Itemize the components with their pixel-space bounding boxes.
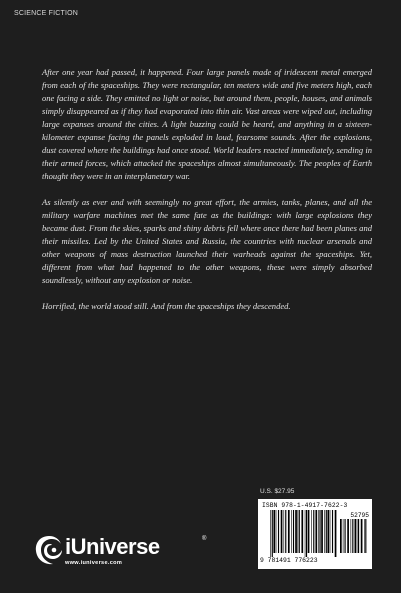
barcode-bar: [340, 519, 342, 553]
barcode-bar: [326, 510, 327, 553]
publisher-url: www.iuniverse.com: [65, 560, 123, 566]
barcode-bar: [276, 510, 277, 553]
publisher-logo: [34, 533, 224, 573]
barcode-bar: [345, 519, 346, 553]
price-code: 52795: [350, 512, 369, 519]
barcode-bar: [364, 519, 365, 553]
barcode-bar: [291, 510, 292, 553]
back-cover-blurb: [42, 66, 372, 313]
barcode-bar: [347, 519, 349, 553]
barcode-bar: [357, 519, 358, 553]
barcode-bar: [301, 510, 303, 553]
barcode-bar: [284, 510, 285, 553]
barcode-bar: [285, 510, 286, 553]
barcode-bar: [324, 510, 325, 553]
barcode-bar: [298, 510, 299, 553]
barcode-bar: [299, 510, 300, 553]
ean-digits: 9 781491 776223: [260, 557, 318, 564]
publisher-name: iUniverse: [65, 534, 160, 559]
barcode-bar: [313, 510, 314, 553]
barcode-bar: [308, 510, 310, 553]
barcode-bar: [315, 510, 317, 553]
barcode-bar: [272, 510, 273, 557]
barcode-bar: [278, 510, 279, 553]
barcode-bar: [358, 519, 359, 553]
barcode-bar: [311, 510, 312, 553]
blurb-paragraph: After one year had passed, it happened. Four large panels made of iridescent metal emerged from each of the spaceships. They were rectangular, ten meters wide and five meters high, each one facing a side. They emitted no light or noise, but around them, people, houses, and animals simply disappeared as if they had evaporated into thin air. Vast areas were wiped out, including large expanses around the cities. A light buzzing could be heard, and anything in a sixteen-kilometer expanse facing the panels exploded in loud, fearsome sounds. After the explosions, dust covered where the buildings had once stood. World leaders reacted immediately, sending in their armed forces, which attacked the spaceships almost simultaneously. The peoples of Earth thought they were in an interplanetary war.: [42, 67, 372, 181]
barcode-bar: [365, 519, 366, 553]
barcode-bar: [293, 510, 294, 553]
barcode-bar: [295, 510, 297, 553]
blurb-paragraph: Horrified, the world stood still. And from the spaceships they descended.: [42, 301, 291, 311]
trademark-symbol: ®: [202, 536, 207, 542]
barcode-bar: [352, 519, 353, 553]
barcode-bar: [319, 510, 320, 553]
addon-barcode-bars: [340, 519, 368, 557]
barcode-bar: [335, 510, 337, 557]
retail-price: U.S. $27.95: [260, 488, 295, 495]
barcode-bar: [273, 510, 275, 553]
barcode-bar: [343, 519, 344, 553]
barcode-bar: [318, 510, 319, 553]
ean-barcode-bars: [270, 510, 338, 557]
barcode-bar: [351, 519, 352, 553]
barcode-bar: [332, 510, 333, 553]
isbn-barcode: [258, 499, 372, 569]
barcode-bar: [355, 519, 357, 553]
barcode-bar: [281, 510, 283, 553]
barcode-bar: [321, 510, 323, 553]
barcode-bar: [330, 510, 331, 553]
genre-label: SCIENCE FICTION: [14, 10, 79, 17]
barcode-bar: [288, 510, 290, 553]
barcode-bar: [305, 510, 306, 557]
barcode-bar: [270, 510, 271, 557]
barcode-bar: [327, 510, 329, 553]
iuniverse-swirl-icon: [34, 533, 64, 567]
barcode-bar: [361, 519, 363, 553]
barcode-bar: [306, 510, 307, 557]
isbn-number: ISBN 978-1-4917-7622-3: [262, 502, 348, 509]
blurb-paragraph: As silently as ever and with seemingly no great effort, the armies, tanks, planes, and all the military warfare machines met the same fate as the buildings: with large explosions they became dust. From the skies, sparks and shiny debris fell where once there had been planes and their missiles. Led by the United States and Russia, the countries with nuclear arsenals and other weapons of mass destruction launched their warheads against the spaceships. Yet, different from what had happened to the other weapons, these were simply absorbed soundlessly, without any explosion or noise.: [42, 197, 372, 285]
